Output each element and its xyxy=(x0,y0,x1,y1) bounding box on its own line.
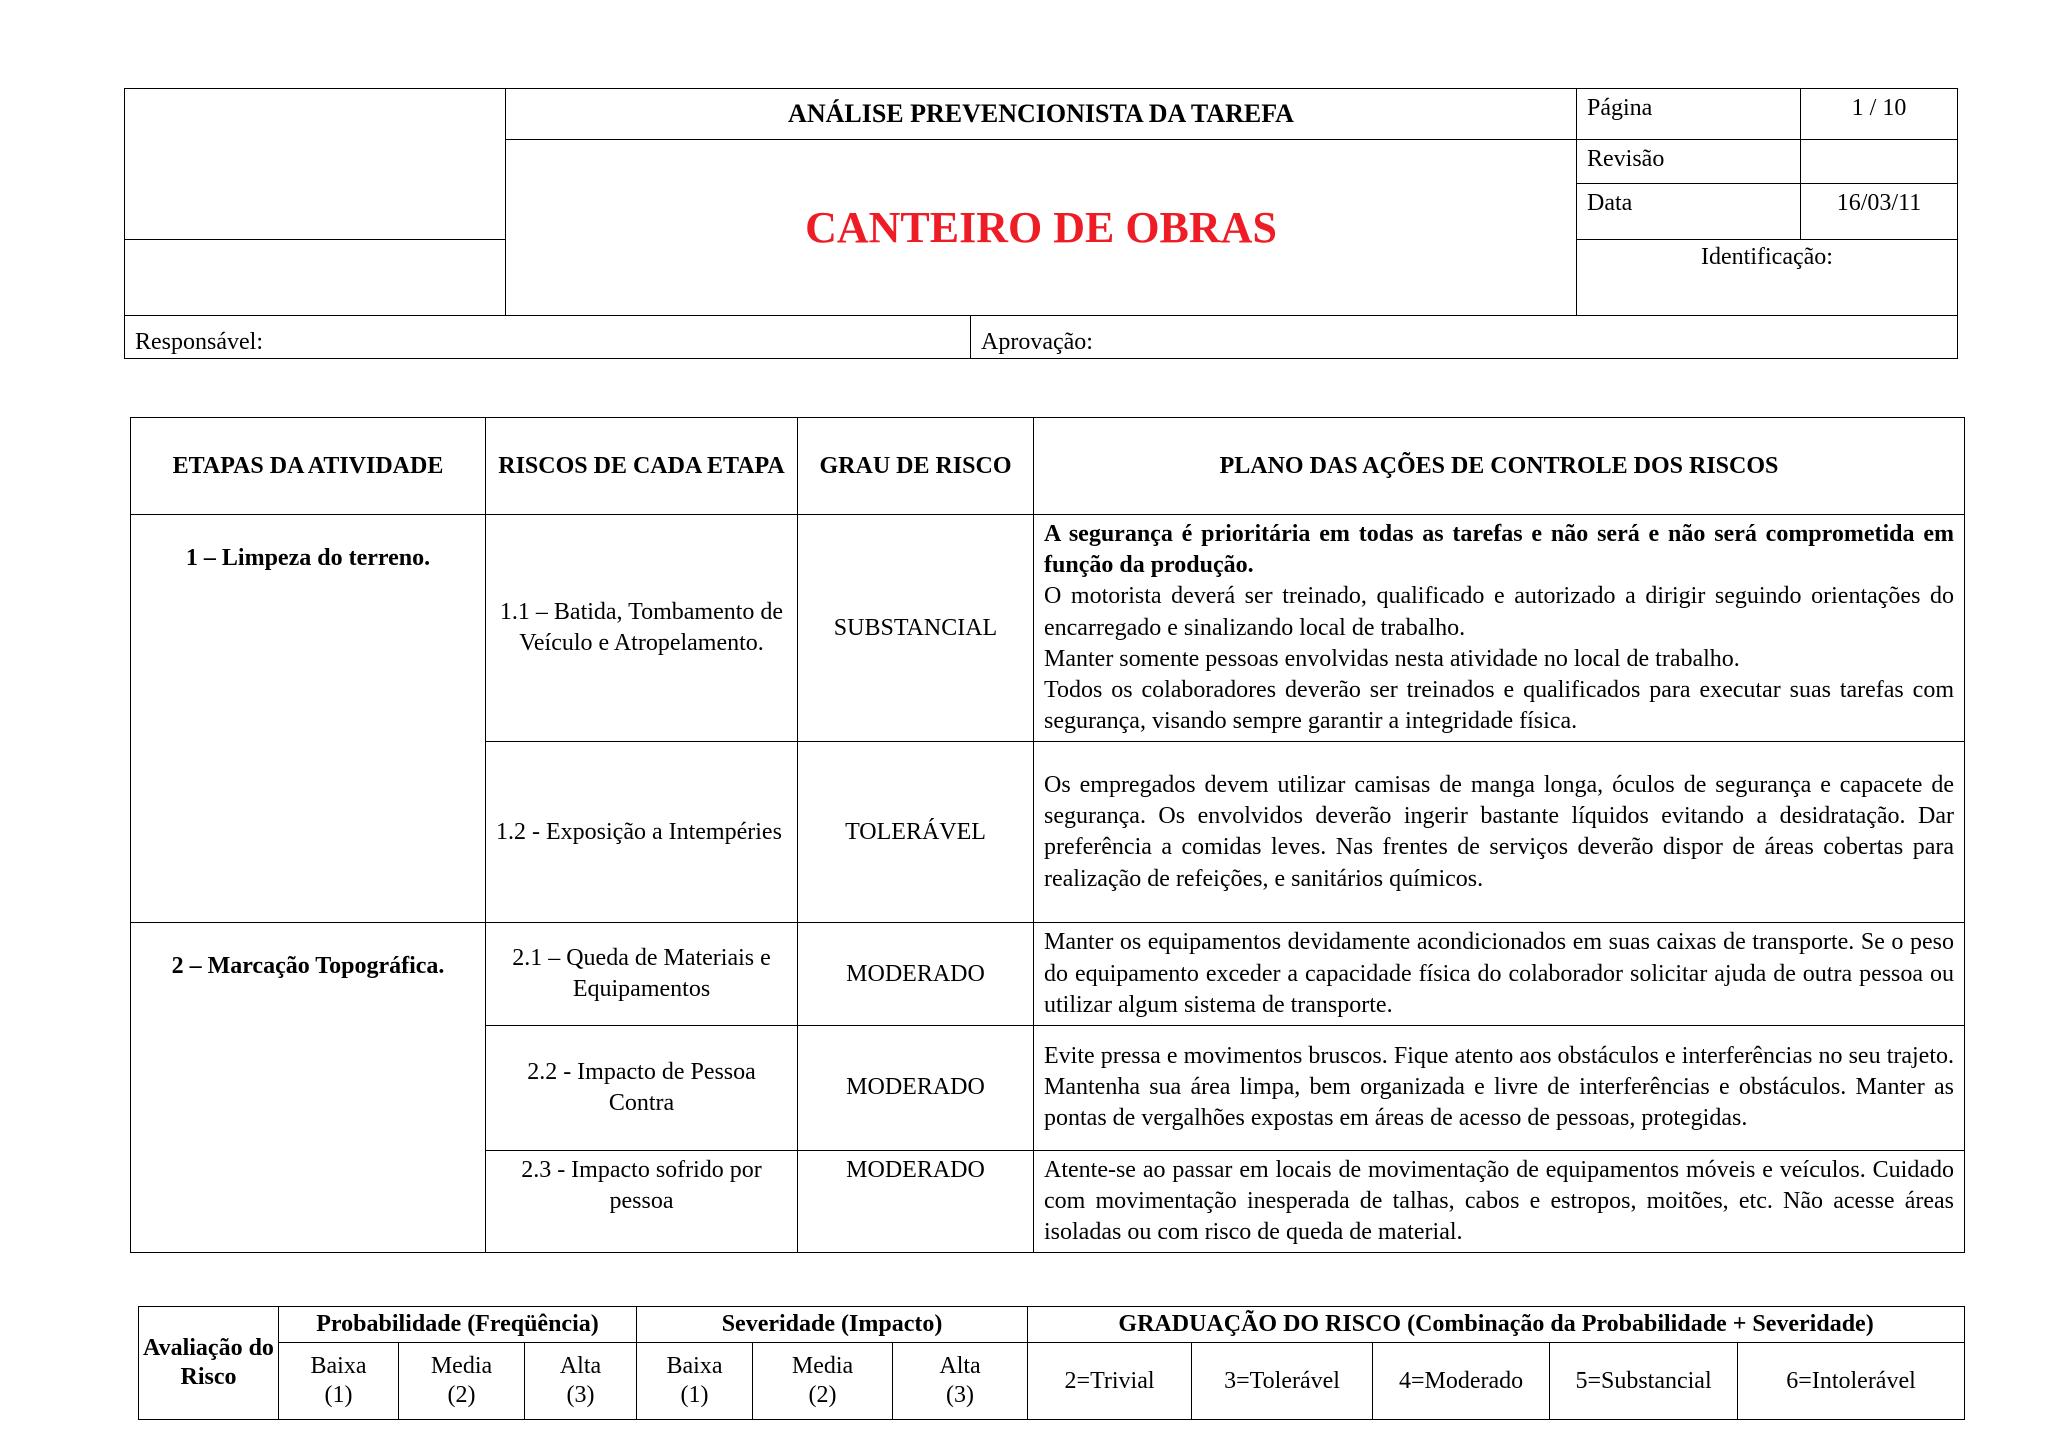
risk-grade: MODERADO xyxy=(798,923,1034,1026)
legend-probability-title: Probabilidade (Freqüência) xyxy=(279,1307,637,1343)
header-plan: PLANO DAS AÇÕES DE CONTROLE DOS RISCOS xyxy=(1034,418,1965,515)
graduation-level: 5=Substancial xyxy=(1550,1343,1738,1420)
logo-cell xyxy=(125,89,506,240)
control-plan xyxy=(1034,742,1965,923)
header-grade: GRAU DE RISCO xyxy=(798,418,1034,515)
date-value: 16/03/11 xyxy=(1801,184,1958,240)
plan-line: Evite pressa e movimentos bruscos. Fique atento aos obstáculos e interferências no seu trajeto. Mantenha sua área limpa, bem organizada e livre de interferências e obstáculos. Manter as pontas de vergalhões expostas em áreas de acesso de pessoas, protegidas. xyxy=(1044,1043,1954,1132)
revision-value xyxy=(1801,140,1958,184)
risk-legend-table xyxy=(138,1306,1965,1420)
responsible-label: Responsável: xyxy=(125,316,971,359)
graduation-level: 6=Intolerável xyxy=(1738,1343,1965,1420)
probability-level: Alta (3) xyxy=(525,1343,637,1420)
page-label: Página xyxy=(1577,89,1801,140)
severity-level: Baixa (1) xyxy=(637,1343,753,1420)
graduation-level: 2=Trivial xyxy=(1028,1343,1192,1420)
probability-level: Baixa (1) xyxy=(279,1343,399,1420)
risk-description: 2.1 – Queda de Materiais e Equipamentos xyxy=(486,923,798,1026)
document-title: ANÁLISE PREVENCIONISTA DA TAREFA xyxy=(506,89,1577,140)
header-risks: RISCOS DE CADA ETAPA xyxy=(486,418,798,515)
probability-level: Media (2) xyxy=(399,1343,525,1420)
risk-grade: MODERADO xyxy=(798,1025,1034,1150)
stage-title: 2 – Marcação Topográfica. xyxy=(131,923,486,1253)
control-plan xyxy=(1034,1150,1965,1253)
subtitle-cell xyxy=(125,240,506,316)
plan-line: Manter os equipamentos devidamente acondicionados em suas caixas de transporte. Se o peso do equipamento exceder a capacidade física do colaborador solicitar ajuda de outra pessoa ou utilizar algum sistema de transporte. xyxy=(1044,929,1954,1018)
legend-severity-title: Severidade (Impacto) xyxy=(637,1307,1028,1343)
risk-grade: SUBSTANCIAL xyxy=(798,515,1034,742)
main-title: CANTEIRO DE OBRAS xyxy=(506,140,1577,316)
legend-eval-label: Avaliação do Risco xyxy=(139,1307,279,1420)
plan-line: O motorista deverá ser treinado, qualificado e autorizado a dirigir seguindo orientações do encarregado e sinalizando local de trabalho. xyxy=(1044,583,1954,641)
control-plan xyxy=(1034,923,1965,1026)
date-label: Data xyxy=(1577,184,1801,240)
control-plan xyxy=(1034,1025,1965,1150)
legend-graduation-title: GRADUAÇÃO DO RISCO (Combinação da Probabilidade + Severidade) xyxy=(1028,1307,1965,1343)
identification-label: Identificação: xyxy=(1577,240,1958,316)
risk-grade: MODERADO xyxy=(798,1150,1034,1253)
stage-title: 1 – Limpeza do terreno. xyxy=(131,515,486,923)
page-value: 1 / 10 xyxy=(1801,89,1958,140)
table-row xyxy=(131,923,1965,1026)
graduation-level: 3=Tolerável xyxy=(1192,1343,1373,1420)
severity-level: Media (2) xyxy=(753,1343,893,1420)
table-header-row xyxy=(131,418,1965,515)
header-stages: ETAPAS DA ATIVIDADE xyxy=(131,418,486,515)
plan-line: Atente-se ao passar em locais de movimentação de equipamentos móveis e veículos. Cuidado com movimentação inesperada de talhas, cabos e estropos, moitões, etc. Não acesse áreas isoladas ou com risco de queda de material. xyxy=(1044,1156,1954,1246)
risk-description: 2.2 - Impacto de Pessoa Contra xyxy=(486,1025,798,1150)
risk-description: 1.2 - Exposição a Intempéries xyxy=(486,742,798,923)
header-table xyxy=(124,88,1958,359)
risk-description: 1.1 – Batida, Tombamento de Veículo e Atropelamento. xyxy=(486,515,798,742)
control-plan xyxy=(1034,515,1965,742)
plan-line: Os empregados devem utilizar camisas de manga longa, óculos de segurança e capacete de segurança. Os envolvidos deverão ingerir bastante líquidos evitando a desidratação. Dar preferência a comidas leves. Nas frentes de serviços deverão dispor de áreas cobertas para realização de refeições, e sanitários químicos. xyxy=(1044,771,1954,892)
table-row xyxy=(131,515,1965,742)
approval-label: Aprovação: xyxy=(971,316,1958,359)
plan-line: Todos os colaboradores deverão ser treinados e qualificados para executar suas tarefas com segurança, visando sempre garantir a integridade física. xyxy=(1044,676,1954,735)
severity-level: Alta (3) xyxy=(893,1343,1028,1420)
risk-description: 2.3 - Impacto sofrido por pessoa xyxy=(486,1150,798,1253)
risk-analysis-table xyxy=(130,417,1965,1253)
risk-grade: TOLERÁVEL xyxy=(798,742,1034,923)
revision-label: Revisão xyxy=(1577,140,1801,184)
graduation-level: 4=Moderado xyxy=(1373,1343,1550,1420)
plan-line: Manter somente pessoas envolvidas nesta atividade no local de trabalho. xyxy=(1044,645,1740,672)
plan-priority-statement: A segurança é prioritária em todas as tarefas e não será e não será comprometida em função da produção. xyxy=(1044,521,1954,579)
